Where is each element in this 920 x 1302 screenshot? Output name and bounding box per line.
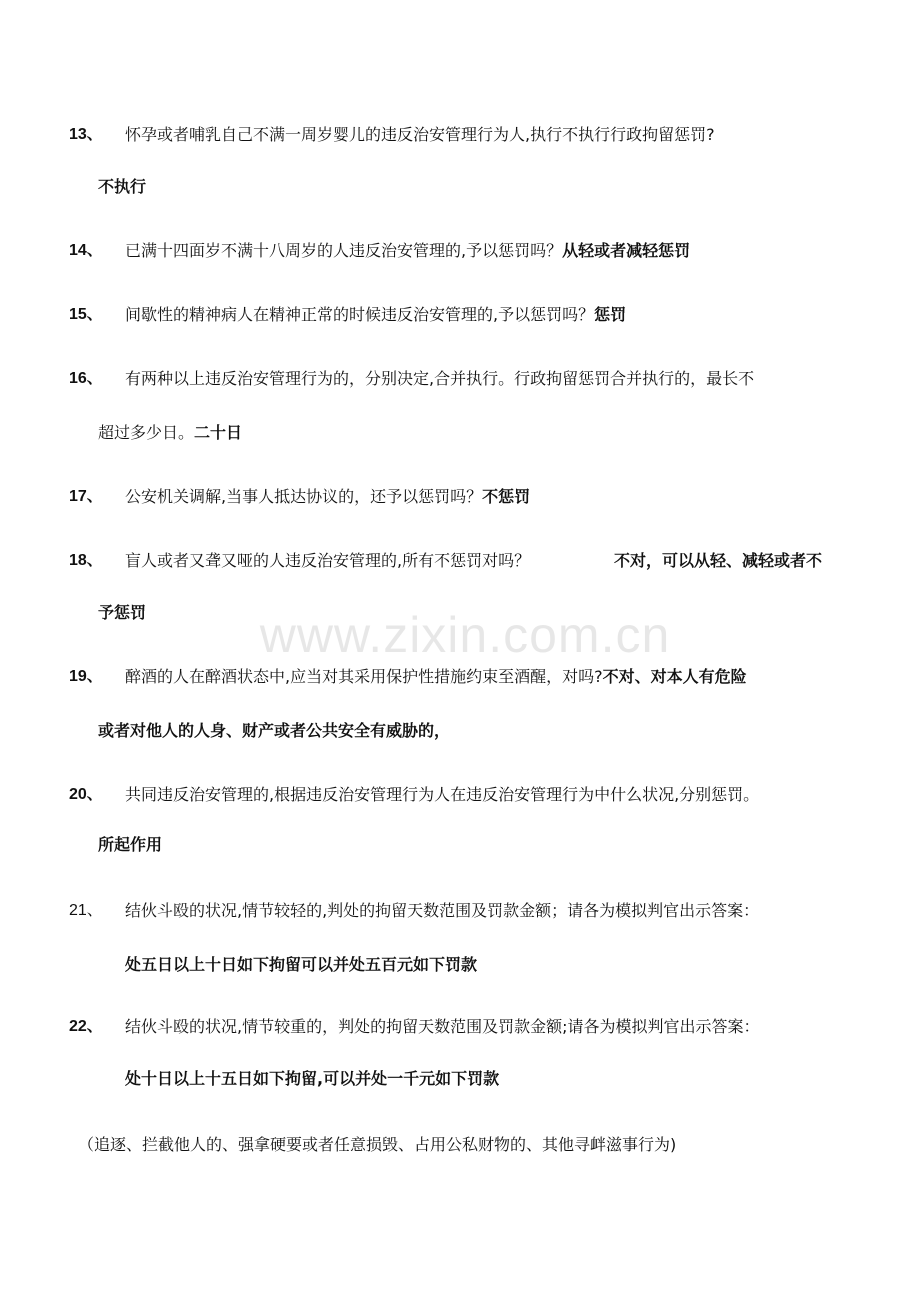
answer-text: 处十日以上十五日如下拘留,可以并处一千元如下罚款 (125, 1069, 500, 1088)
question-text: 怀孕或者哺乳自己不满一周岁婴儿的违反治安管理行为人,执行不执行行政拘留惩罚? (125, 125, 715, 144)
answer-text-cont: 或者对他人的人身、财产或者公共安全有威胁的， (98, 721, 451, 740)
item-number: 14、 (69, 242, 103, 259)
question-text: 结伙斗殴的状况,情节较轻的,判处的拘留天数范围及罚款金额；请各为模拟判官出示答案： (125, 901, 760, 920)
question-text: 间歇性的精神病人在精神正常的时候违反治安管理的,予以惩罚吗？ (125, 305, 595, 324)
item-number: 17、 (69, 488, 103, 505)
item-number: 19、 (69, 668, 103, 685)
answer-text: 二十日 (194, 423, 243, 442)
item-number: 22、 (69, 1018, 103, 1035)
answer-text: 所起作用 (98, 835, 163, 854)
question-text: 结伙斗殴的状况,情节较重的，判处的拘留天数范围及罚款金额;请各为模拟判官出示答案： (125, 1017, 760, 1036)
answer-text: 不执行 (98, 177, 147, 196)
item-number: 20、 (69, 786, 103, 803)
question-text-cont: 超过多少日。 (98, 423, 195, 442)
question-text: 有两种以上违反治安管理行为的，分别决定,合并执行。行政拘留惩罚合并执行的，最长不 (125, 369, 755, 388)
answer-text: 惩罚 (594, 305, 627, 324)
question-text: 已满十四面岁不满十八周岁的人违反治安管理的,予以惩罚吗？ (125, 241, 563, 260)
item-number: 21、 (69, 902, 103, 919)
question-text: 醉酒的人在醉酒状态中,应当对其采用保护性措施约束至酒醒，对吗? (125, 667, 603, 686)
item-number: 16、 (69, 370, 103, 387)
question-text: 公安机关调解,当事人抵达协议的，还予以惩罚吗？ (125, 487, 483, 506)
answer-text: 不对、对本人有危险 (602, 667, 747, 686)
answer-text: 处五日以上十日如下拘留可以并处五百元如下罚款 (125, 955, 478, 974)
item-number: 15、 (69, 306, 103, 323)
watermark: www.zixin.com.cn (259, 607, 671, 663)
answer-text: 不惩罚 (482, 487, 531, 506)
item-number: 13、 (69, 126, 103, 143)
answer-text: 不对，可以从轻、减轻或者不 (614, 551, 823, 570)
answer-text: 从轻或者减轻惩罚 (562, 241, 691, 260)
answer-text-cont: 予惩罚 (98, 603, 147, 622)
question-text: 共同违反治安管理的,根据违反治安管理行为人在违反治安管理行为中什么状况,分别惩罚。 (125, 785, 760, 804)
question-text: 盲人或者又聋又哑的人违反治安管理的,所有不惩罚对吗？ (125, 551, 531, 570)
item-number: 18、 (69, 552, 103, 569)
footnote-text: （追逐、拦截他人的、强拿硬要或者任意损毁、占用公私财物的、其他寻衅滋事行为) (78, 1135, 677, 1154)
